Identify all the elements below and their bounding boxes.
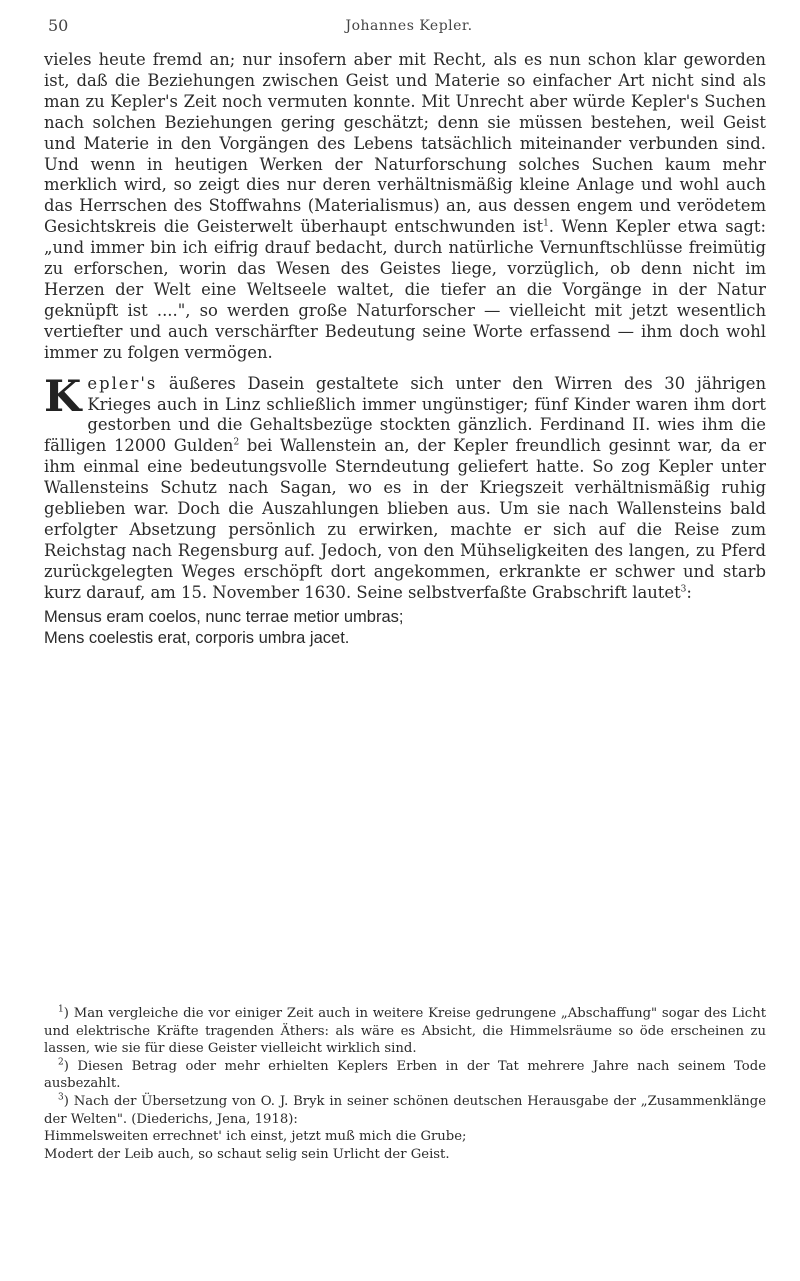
footnote-ref-3: 3 bbox=[680, 584, 687, 595]
epitaph bbox=[44, 607, 766, 649]
footnote-mark: 3 bbox=[58, 1092, 64, 1103]
footnote-ref-2: 2 bbox=[233, 437, 240, 448]
drop-cap: K bbox=[44, 371, 82, 422]
running-title: Johannes Kepler. bbox=[345, 18, 473, 34]
epitaph-line: Mensus eram coelos, nunc terrae metior umbras; bbox=[44, 607, 404, 626]
main-text bbox=[44, 50, 766, 649]
footnote-mark: 2 bbox=[58, 1057, 64, 1068]
footnote-verse-line: Himmelsweiten errechnet' ich einst, jetzt muß mich die Grube; bbox=[44, 1129, 467, 1145]
footnote-1: $^1$) Man vergleiche die vor einiger Zeit auch in weitere Kreise gedrungene „Abschaffung" sogar des Licht und elektrische Kräfte tragenden Äthers: als wäre es Absicht, die Himmelsräume so öde erscheinen zu lassen, wie sie für diese Geister vielleicht wirklich sind. bbox=[44, 1004, 766, 1057]
paragraph-2-colon: : bbox=[686, 582, 692, 602]
paragraph-2-text-cont: bei Wallenstein an, der Kepler freundlich gesinnt war, da er ihm einmal eine bedeutungsvolle Sterndeutung geliefert hatte. So zog Kepler unter Wallensteins Schutz nach Sagan, wo es in der Kriegszeit verhältnismäßig ruhig geblieben war. Doch die Auszahlungen blieben aus. Um sie nach Wallensteins bald erfolgter Absetzung persönlich zu erwirken, machte er sich auf die Reise zum Reichstag nach Regensburg auf. Jedoch, von den Mühseligkeiten des langen, zu Pferd zurückgelegten Weges erschöpft dort angekommen, erkrankte er schwer und starb kurz darauf, am 15. November 1630. Seine selbstverfaßte Grabschrift lautet bbox=[44, 436, 766, 602]
footnote-2: $^2$) Diesen Betrag oder mehr erhielten Keplers Erben in der Tat mehrere Jahre nach seinem Tode ausbezahlt. bbox=[44, 1057, 766, 1092]
paragraph-1 bbox=[44, 50, 766, 364]
footnote-text: Man vergleiche die vor einiger Zeit auch in weitere Kreise gedrungene „Abschaffung" sogar des Licht und elektrische Kräfte tragenden Äthers: als wäre es Absicht, die Himmelsräume so öde erscheinen zu lassen, wie sie für diese Geister vielleicht wirklich sind. bbox=[44, 1006, 766, 1057]
footnote-mark: 1 bbox=[58, 1004, 64, 1015]
footnote-text: Diesen Betrag oder mehr erhielten Keplers Erben in der Tat mehrere Jahre nach seinem Tode ausbezahlt. bbox=[44, 1058, 766, 1092]
paragraph-2 bbox=[44, 371, 766, 604]
page-number: 50 bbox=[48, 16, 69, 35]
page-header bbox=[48, 8, 770, 38]
paragraph-1-text: vieles heute fremd an; nur insofern aber mit Recht, als es nun schon klar geworden ist, daß die Beziehungen zwischen Geist und Materie so einfacher Art nicht sind als man zu Kepler's Zeit noch vermuten konnte. Mit Unrecht aber würde Kepler's Suchen nach solchen Beziehungen gering geschätzt; denn sie müssen bestehen, weil Geist und Materie in den Vorgängen des Lebens tatsächlich miteinander verbunden sind. Und wenn in heutigen Werken der Naturforschung solches Suchen kaum mehr merklich wird, so zeigt dies nur deren verhältnismäßig kleine Anlage und wohl auch das Herrschen des Stoffwahns (Materialismus) an, aus dessen engem und verödetem Gesichtskreis die Geisterwelt überhaupt entschwunden ist bbox=[44, 50, 766, 237]
footnote-verse-line: Modert der Leib auch, so schaut selig sein Urlicht der Geist. bbox=[44, 1146, 450, 1162]
footnote-ref-1: 1 bbox=[543, 218, 549, 229]
paragraph-1-text-cont: . Wenn Kepler etwa sagt: „und immer bin ich eifrig drauf bedacht, durch natürliche Vernunftschlüsse freimütig zu erforschen, worin das Wesen des Geistes liege, vorzüglich, ob denn nicht im Herzen der Welt eine Weltseele waltet, die tiefer an die Vorgänge in der Natur geknüpft ist ....", so werden große Naturforscher — vielleicht mit jetzt wesentlich vertiefter und auch verschärfter Bedeutung seine Worte erfassend — ihm doch wohl immer zu folgen vermögen. bbox=[44, 217, 766, 362]
epitaph-line: Mens coelestis erat, corporis umbra jacet. bbox=[44, 628, 350, 647]
footnote-text: Nach der Übersetzung von O. J. Bryk in seiner schönen deutschen Herausgabe der „Zusammenklänge der Welten". (Diederichs, Jena, 1918): bbox=[44, 1093, 766, 1127]
paragraph-2-name: epler's bbox=[87, 373, 158, 393]
footnote-3: $^3$) Nach der Übersetzung von O. J. Bryk in seiner schönen deutschen Herausgabe der „Zusammenklänge der Welten". (Diederichs, Jena, 1918): bbox=[44, 1092, 766, 1127]
paragraph-2-text: äußeres Dasein gestaltete sich unter den Wirren des 30 jährigen Krieges auch in Linz schließlich immer ungünstiger; fünf Kinder waren ihm dort gestorben und die Gehaltsbezüge stockten gänzlich. Ferdinand II. wies ihm die fälligen 12000 Gulden bbox=[44, 373, 766, 456]
footnotes bbox=[44, 1005, 766, 1163]
